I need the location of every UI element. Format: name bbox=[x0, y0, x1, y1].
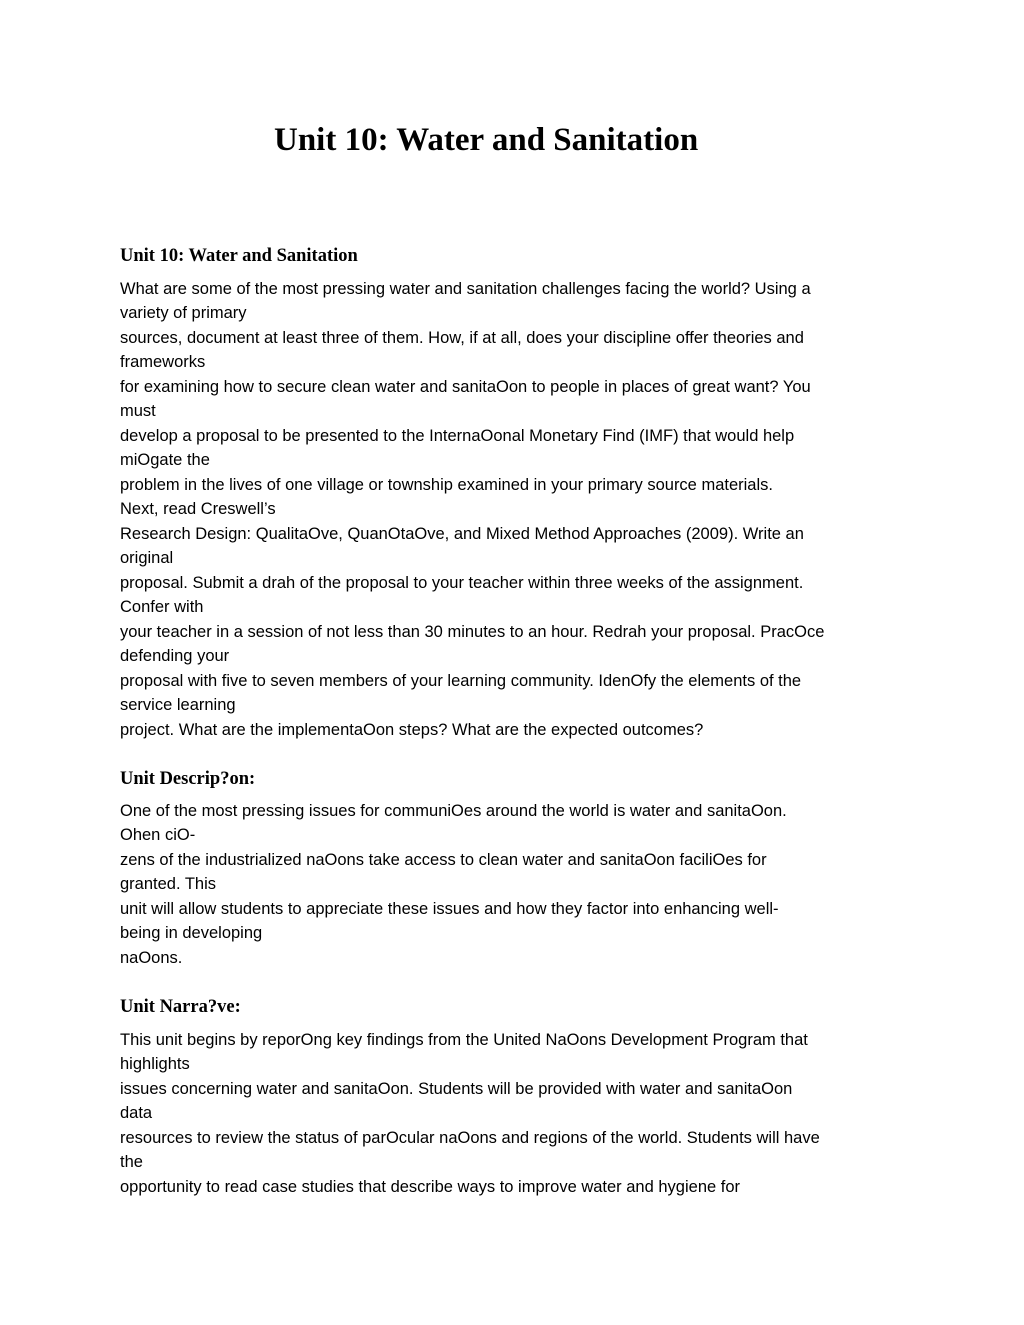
unit-10-text-line: Research Design: QualitaOve, QuanOtaOve, and Mixed Method Approaches (2009). Write an bbox=[120, 525, 804, 543]
unit-10-text-line: proposal. Submit a drah of the proposal to your teacher within three weeks of the assignment. bbox=[120, 574, 804, 592]
unit-10-text-line: for examining how to secure clean water and sanitaOon to people in places of great want? You bbox=[120, 378, 811, 396]
unit-description-text-line: unit will allow students to appreciate these issues and how they factor into enhancing well- bbox=[120, 900, 779, 918]
unit-narrative-text-line: This unit begins by reporOng key findings from the United NaOons Development Program that bbox=[120, 1031, 808, 1049]
document-title: Unit 10: Water and Sanitation bbox=[274, 122, 699, 158]
unit-10-text-line: original bbox=[120, 549, 174, 567]
unit-10-text-line: defending your bbox=[120, 647, 230, 665]
unit-10-text-line: proposal with five to seven members of your learning community. IdenOfy the elements of the bbox=[120, 672, 802, 690]
unit-10-text-line: service learning bbox=[120, 696, 236, 714]
unit-description-text-line: being in developing bbox=[120, 924, 263, 942]
section-heading-unit-10: Unit 10: Water and Sanitation bbox=[120, 246, 358, 266]
section-heading-unit-description: Unit Descrip?on: bbox=[120, 769, 256, 789]
unit-narrative-text-line: data bbox=[120, 1104, 153, 1122]
unit-description-text-line: granted. This bbox=[120, 875, 217, 893]
unit-description-text-line: zens of the industrialized naOons take access to clean water and sanitaOon faciliOes for bbox=[120, 851, 767, 869]
unit-10-text-line: What are some of the most pressing water and sanitation challenges facing the world? Using a bbox=[120, 280, 811, 298]
unit-description-text-line: One of the most pressing issues for communiOes around the world is water and sanitaOon. bbox=[120, 802, 787, 820]
unit-description-text-line: naOons. bbox=[120, 949, 183, 967]
unit-10-text-line: Confer with bbox=[120, 598, 204, 616]
unit-narrative-text-line: the bbox=[120, 1153, 143, 1171]
unit-10-text-line: miOgate the bbox=[120, 451, 210, 469]
unit-10-text-line: frameworks bbox=[120, 353, 206, 371]
unit-narrative-text-line: highlights bbox=[120, 1055, 190, 1073]
unit-description-text-line: Ohen ciO- bbox=[120, 826, 196, 844]
unit-10-text-line: develop a proposal to be presented to the InternaOonal Monetary Find (IMF) that would help bbox=[120, 427, 795, 445]
unit-10-text-line: variety of primary bbox=[120, 304, 247, 322]
unit-10-text-line: project. What are the implementaOon steps? What are the expected outcomes? bbox=[120, 721, 704, 739]
unit-10-text-line: problem in the lives of one village or township examined in your primary source materials. bbox=[120, 476, 773, 494]
section-heading-unit-narrative: Unit Narra?ve: bbox=[120, 997, 241, 1017]
unit-narrative-text-line: issues concerning water and sanitaOon. Students will be provided with water and sanitaOon bbox=[120, 1080, 793, 1098]
unit-narrative-text-line: resources to review the status of parOcular naOons and regions of the world. Students will have bbox=[120, 1129, 820, 1147]
unit-10-text-line: Next, read Creswell’s bbox=[120, 500, 276, 518]
unit-10-text-line: sources, document at least three of them. How, if at all, does your discipline offer theories and bbox=[120, 329, 804, 347]
unit-10-text-line: must bbox=[120, 402, 156, 420]
unit-10-text-line: your teacher in a session of not less than 30 minutes to an hour. Redrah your proposal. PracOce bbox=[120, 623, 825, 641]
unit-narrative-text-line: opportunity to read case studies that describe ways to improve water and hygiene for bbox=[120, 1178, 741, 1196]
